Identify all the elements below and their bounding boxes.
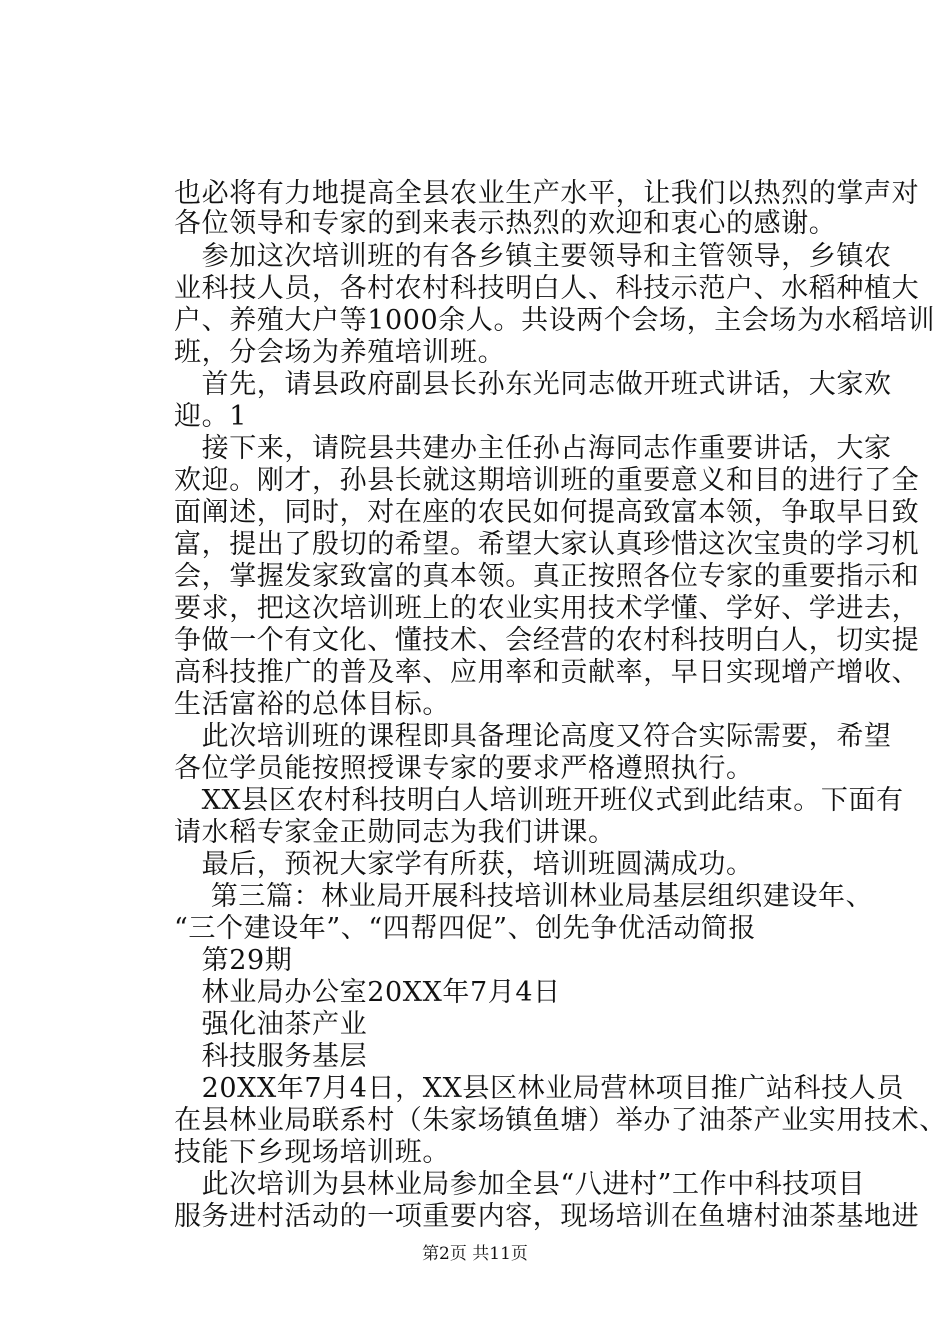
text-line: 户、养殖大户等1000余人。共设两个会场，主会场为水稻培训 — [174, 305, 936, 336]
page-number: 第2页 共11页 — [422, 1244, 528, 1264]
text-line: 服务进村活动的一项重要内容，现场培训在鱼塘村油茶基地进 — [174, 1201, 920, 1232]
text-line: 班，分会场为养殖培训班。 — [174, 337, 506, 368]
text-line: 富，提出了殷切的希望。希望大家认真珍惜这次宝贵的学习机 — [174, 529, 920, 560]
section-heading-line: “三个建设年”、“四帮四促”、创先争优活动简报 — [174, 913, 757, 944]
text-line: 生活富裕的总体目标。 — [174, 689, 450, 720]
text-line: 此次培训为县林业局参加全县“八进村”工作中科技项目 — [174, 1169, 866, 1200]
text-line: 各位学员能按照授课专家的要求严格遵照执行。 — [174, 753, 754, 784]
text-line: 在县林业局联系村（朱家场镇鱼塘）举办了油茶产业实用技术、 — [174, 1105, 947, 1136]
text-line: 最后，预祝大家学有所获，培训班圆满成功。 — [174, 849, 754, 880]
text-line: 参加这次培训班的有各乡镇主要领导和主管领导，乡镇农 — [174, 241, 892, 272]
subtitle-line: 科技服务基层 — [174, 1041, 368, 1072]
text-line: 欢迎。刚才，孙县长就这期培训班的重要意义和目的进行了全 — [174, 465, 920, 496]
text-line: 20XX年7月4日，XX县区林业局营林项目推广站科技人员 — [174, 1073, 904, 1104]
subtitle-line: 强化油茶产业 — [174, 1009, 368, 1040]
text-line: 业科技人员，各村农村科技明白人、科技示范户、水稻种植大 — [174, 273, 920, 304]
text-line: 各位领导和专家的到来表示热烈的欢迎和衷心的感谢。 — [174, 208, 837, 239]
issuer-date: 林业局办公室20XX年7月4日 — [174, 977, 561, 1008]
text-line: 迎。1 — [174, 401, 247, 432]
text-line: 接下来，请院县共建办主任孙占海同志作重要讲话，大家 — [174, 433, 892, 464]
text-line: 也必将有力地提高全县农业生产水平，让我们以热烈的掌声对 — [174, 178, 920, 209]
page-footer — [0, 1243, 950, 1265]
text-line: 此次培训班的课程即具备理论高度又符合实际需要，希望 — [174, 721, 892, 752]
text-line: 会，掌握发家致富的真本领。真正按照各位专家的重要指示和 — [174, 561, 920, 592]
text-line: 请水稻专家金正勋同志为我们讲课。 — [174, 817, 616, 848]
text-line: XX县区农村科技明白人培训班开班仪式到此结束。下面有 — [174, 785, 904, 816]
text-line: 技能下乡现场培训班。 — [174, 1137, 450, 1168]
text-line: 面阐述，同时，对在座的农民如何提高致富本领，争取早日致 — [174, 497, 920, 528]
text-line: 高科技推广的普及率、应用率和贡献率，早日实现增产增收、 — [174, 657, 920, 688]
text-line: 争做一个有文化、懂技术、会经营的农村科技明白人，切实提 — [174, 625, 920, 656]
text-line: 要求，把这次培训班上的农业实用技术学懂、学好、学进去， — [174, 593, 920, 624]
section-heading-line: 第三篇：林业局开展科技培训林业局基层组织建设年、 — [174, 881, 874, 912]
text-line: 首先，请县政府副县长孙东光同志做开班式讲话，大家欢 — [174, 369, 892, 400]
issue-number: 第29期 — [174, 945, 293, 976]
